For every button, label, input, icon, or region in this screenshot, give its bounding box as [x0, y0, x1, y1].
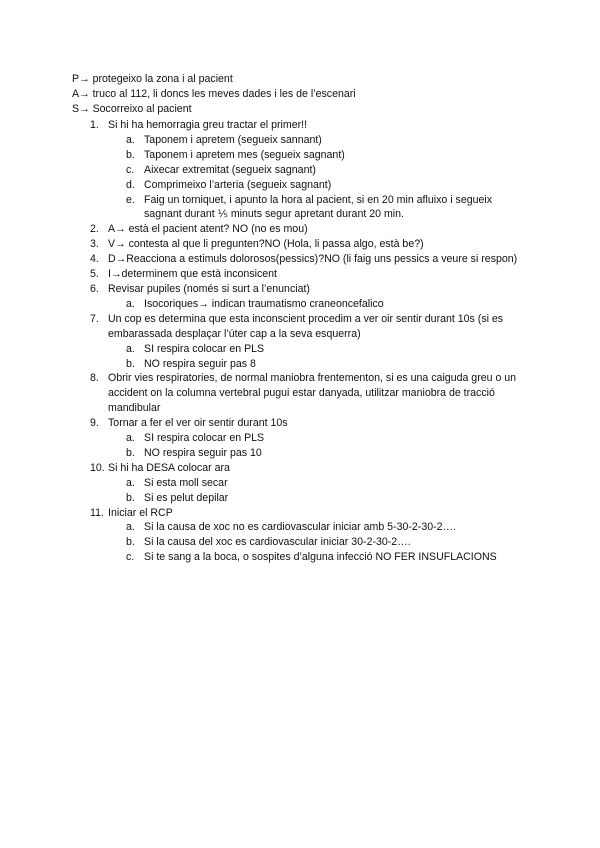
sub-list-item-text: NO respira seguir pas 8	[144, 357, 256, 370]
list-item-text: Iniciar el RCP	[108, 506, 173, 519]
sub-list	[72, 431, 532, 461]
sub-list-item-letter: b.	[126, 446, 135, 459]
list-item-text: I→determinem que està inconsicent	[108, 268, 277, 281]
sub-list-item	[72, 178, 532, 193]
sub-list-item-letter: b.	[126, 357, 135, 370]
list-item-text: V→ contesta al que li pregunten?NO (Hola, li passa algo, està be?)	[108, 238, 424, 251]
sub-list-item-text: Comprimeixo l’arteria (segueix sagnant)	[144, 178, 332, 191]
sub-list-item-letter: a.	[126, 297, 135, 310]
sub-list-item	[72, 297, 532, 312]
list-item	[72, 222, 532, 237]
intro-line-s: S→ Socorreixo al pacient	[72, 102, 192, 115]
sub-list-item-text: Si es pelut depilar	[144, 491, 229, 504]
sub-list	[72, 476, 532, 506]
intro-line-p: P→ protegeixo la zona i al pacient	[72, 73, 233, 85]
sub-list-item-letter: a.	[126, 476, 135, 489]
sub-list-item-text: Isocoriques→ indican traumatismo craneoncefalico	[144, 297, 384, 310]
sub-list-item-letter: c.	[126, 163, 135, 176]
list-item-text: Obrir vies respiratories, de normal maniobra frentementon, si es una caiguda greu o un accident on la columna vertebral pugui estar danyada, utilitzar maniobra de tracció mandibular	[108, 372, 517, 415]
sub-list-item-text: Aixecar extremitat (segueix sagnant)	[144, 163, 316, 176]
sub-list-item-letter: a.	[126, 432, 135, 445]
sub-list-item-letter: a.	[126, 342, 135, 355]
list-item-text: Un cop es determina que esta inconscient procedim a ver oir sentir durant 10s (si es embarassada desplaçar l’úter cap a la seva esquerra)	[108, 312, 504, 340]
list-item-text: Si hi ha DESA colocar ara	[108, 461, 230, 474]
list-item	[72, 252, 532, 267]
sub-list-item	[72, 193, 532, 223]
list-item-text: D→Reacciona a estimuls dolorosos(pessics)?NO (li faig uns pessics a veure si respon)	[108, 253, 518, 266]
list-item-text: Si hi ha hemorragia greu tractar el primer!!	[108, 119, 308, 131]
sub-list	[72, 133, 532, 222]
sub-list-item-text: Faig un torniquet, i apunto la hora al pacient, si en 20 min afluixo i segueix sagnant durant ⅕ minuts segur apretant durant 20 min.	[144, 193, 493, 221]
list-item	[72, 312, 532, 342]
list-item	[72, 282, 532, 297]
sub-list-item-text: Taponem i apretem mes (segueix sagnant)	[144, 148, 345, 161]
sub-list	[72, 297, 532, 312]
list-item-text: A→ està el pacient atent? NO (no es mou)	[108, 223, 308, 236]
list-item	[72, 416, 532, 431]
sub-list-item-text: Si la causa de xoc no es cardiovascular iniciar amb 5-30-2-30-2….	[144, 521, 457, 534]
sub-list-item-text: NO respira seguir pas 10	[144, 446, 262, 459]
list-item-number: 5.	[90, 268, 99, 281]
list-item-number: 11.	[90, 506, 104, 519]
sub-list-item	[72, 357, 532, 372]
sub-list	[72, 520, 532, 565]
list-item-number: 7.	[90, 312, 99, 325]
sub-list-item-text: Si esta moll secar	[144, 476, 228, 489]
sub-list-item-text: Si te sang a la boca, o sospites d’alguna infecció NO FER INSUFLACIONS	[144, 551, 497, 564]
sub-list-item-letter: b.	[126, 536, 135, 549]
sub-list-item-text: Taponem i apretem (segueix sannant)	[144, 133, 322, 146]
sub-list-item	[72, 163, 532, 178]
sub-list-item	[72, 535, 532, 550]
list-item-text: Tornar a fer el ver oir sentir durant 10s	[108, 417, 288, 430]
sub-list-item-letter: a.	[126, 521, 135, 534]
list-item-number: 6.	[90, 282, 99, 295]
list-item-number: 1.	[90, 119, 99, 131]
sub-list-item	[72, 133, 532, 148]
list-item-number: 10.	[90, 461, 105, 474]
list-item	[72, 267, 532, 282]
list-item-number: 4.	[90, 253, 99, 266]
list-item	[72, 461, 532, 476]
list-item	[72, 506, 532, 521]
sub-list-item	[72, 476, 532, 491]
list-item	[72, 371, 532, 416]
list-item-text: Revisar pupiles (només si surt a l’enunciat)	[108, 282, 310, 295]
sub-list-item	[72, 550, 532, 565]
sub-list-item-text: SI respira colocar en PLS	[144, 342, 265, 355]
sub-list-item-letter: e.	[126, 193, 135, 206]
sub-list-item	[72, 342, 532, 357]
steps-list	[72, 118, 532, 565]
sub-list-item	[72, 520, 532, 535]
sub-list	[72, 342, 532, 372]
list-item-number: 9.	[90, 417, 99, 430]
intro-line-a: A→ truco al 112, li doncs les meves dades i les de l’escenari	[72, 87, 356, 100]
intro-block	[72, 72, 356, 117]
sub-list-item	[72, 491, 532, 506]
sub-list-item-text: SI respira colocar en PLS	[144, 432, 265, 445]
list-item-number: 3.	[90, 238, 99, 251]
sub-list-item	[72, 148, 532, 163]
sub-list-item-letter: c.	[126, 551, 135, 564]
sub-list-item-letter: b.	[126, 491, 135, 504]
list-item	[72, 118, 532, 133]
list-item-number: 8.	[90, 372, 99, 385]
list-item-number: 2.	[90, 223, 99, 236]
sub-list-item	[72, 446, 532, 461]
sub-list-item	[72, 431, 532, 446]
sub-list-item-letter: d.	[126, 178, 135, 191]
sub-list-item-letter: b.	[126, 148, 135, 161]
sub-list-item-text: Si la causa del xoc es cardiovascular iniciar 30-2-30-2….	[144, 536, 411, 549]
list-item	[72, 237, 532, 252]
sub-list-item-letter: a.	[126, 133, 135, 146]
